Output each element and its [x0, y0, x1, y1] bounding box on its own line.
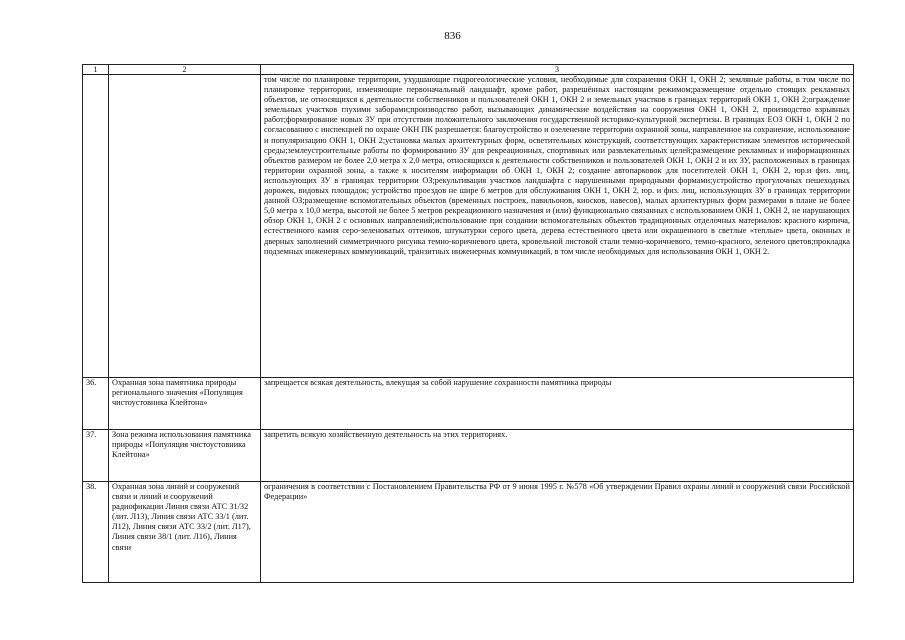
- zone-name: Зона режима использования памятника природы «Популяция чистоустовника Клейтона»: [109, 430, 261, 482]
- zone-restrictions: ограничения в соответствии с Постановлением Правительства РФ от 9 июня 1995 г. №578 «Об утверждении Правил охраны линий и сооружений связи Российской Федерации»: [261, 482, 854, 583]
- column-header-restrictions: 3: [261, 65, 854, 75]
- table-row: [83, 430, 854, 482]
- column-header-number: 1: [83, 65, 109, 75]
- row-number: 37.: [83, 430, 109, 482]
- row-number: [83, 75, 109, 378]
- header-row: [83, 65, 854, 75]
- zone-restrictions: запрещается всякая деятельность, влекущая за собой нарушение сохранности памятника природы: [261, 378, 854, 430]
- table-row: [83, 378, 854, 430]
- table-row: [83, 75, 854, 378]
- column-header-zone-name: 2: [109, 65, 261, 75]
- zone-name: [109, 75, 261, 378]
- zone-restrictions: том числе по планировке территории, ухудшающие гидрогеологические условия, необходимые для сохранения ОКН 1, ОКН 2; земляные работы, в том числе по планировке территории, изменяющие первоначальный ландшафт, кроме работ, разрешённых настоящим режимом;размещение отдельно стоящих рекламных объектов, не относящихся к деятельности собственников и пользователей ОКН 1, ОКН 2 и земельных участков в границах территорий ОКН 1, ОКН 2;ограждение земельных участков глухими заборами;производство работ, вызывающих динамические воздействия на сооружения ОКН 1, ОКН 2, производство взрывных работ;формирование новых ЗУ при отсутствии положительного заключения государственной историко-культурной экспертизы. В границах ЕОЗ ОКН 1, ОКН 2 по согласованию с инспекцией по охране ОКН ПК разрешается: благоустройство и озеленение территории охранной зоны, направленное на сохранение, использование и популяризацию ОКН 1, ОКН 2;установка малых архитектурных форм, осветительных конструкций, соответствующих характеристикам элементов исторической среды;землеустроительные работы по формированию ЗУ для рекреационных, спортивных или развлекательных целей;размещение рекламных и информационных объектов размером не более 2,0 метра х 2,0 метра, относящихся к деятельности собственников и пользователей ОКН 1, ОКН 2 и их ЗУ, расположенных в границах территории охранной зоны, а также к носителям информации об ОКН 1, ОКН 2; создание автопарковок для посетителей ОКН 1, ОКН 2, юр.и физ. лиц, использующих ЗУ в границах территории ОЗ;рекультивация участков ландшафта с нарушенными природными формами;устройство прогулочных пешеходных дорожек, видовых площадок; устройство проездов не шире 6 метров для обслуживания ОКН 1, ОКН 2, юр. и физ. лиц, использующих ЗУ в границах территории данной ОЗ;размещение вспомогательных объектов (временных построек, павильонов, киосков, навесов), малых архитектурных форм размерами в плане не более 5,0 метра х 10,0 метра, высотой не более 5 метров рекреационного назначения и (или) функционально связанных с использованием ОКН 1, ОКН 2, не нарушающих обзор ОКН 1, ОКН 2 с основных направлений;использование при создании вспомогательных объектов традиционных отделочных материалов: красного кирпича, естественного камня серо-зеленоватых оттенков, штукатурки серого цвета, дерева естественного цвета или окрашенного в светлые «теплые» цвета, оконных и дверных заполнений симметричного рисунка темно-коричневого цвета, кровельной листовой стали темно-коричневого, темно-красного, зеленого цветов;прокладка подземных инженерных коммуникаций, транзитных инженерных коммуникаций, в том числе необходимых для использования ОКН 1, ОКН 2.: [261, 75, 854, 378]
- table-row: [83, 482, 854, 583]
- page-number: 836: [444, 30, 461, 42]
- zone-name: Охранная зона памятника природы регионального значения «Популяция чистоустовника Клейтона»: [109, 378, 261, 430]
- row-number: 36.: [83, 378, 109, 430]
- row-number: 38.: [83, 482, 109, 583]
- restrictions-table: [82, 64, 854, 583]
- zone-restrictions: запретить всякую хозяйственную деятельность на этих территориях.: [261, 430, 854, 482]
- zone-name: Охранная зона линий и сооружений связи и линий и сооружений радиофикации Линия связи АТС 31/32 (лит. Л13), Линия связи АТС 33/1 (лит. Л12), Линия связи АТС 33/2 (лит. Л17), Линия связи 38/1 (лит. Л16), Линия связи: [109, 482, 261, 583]
